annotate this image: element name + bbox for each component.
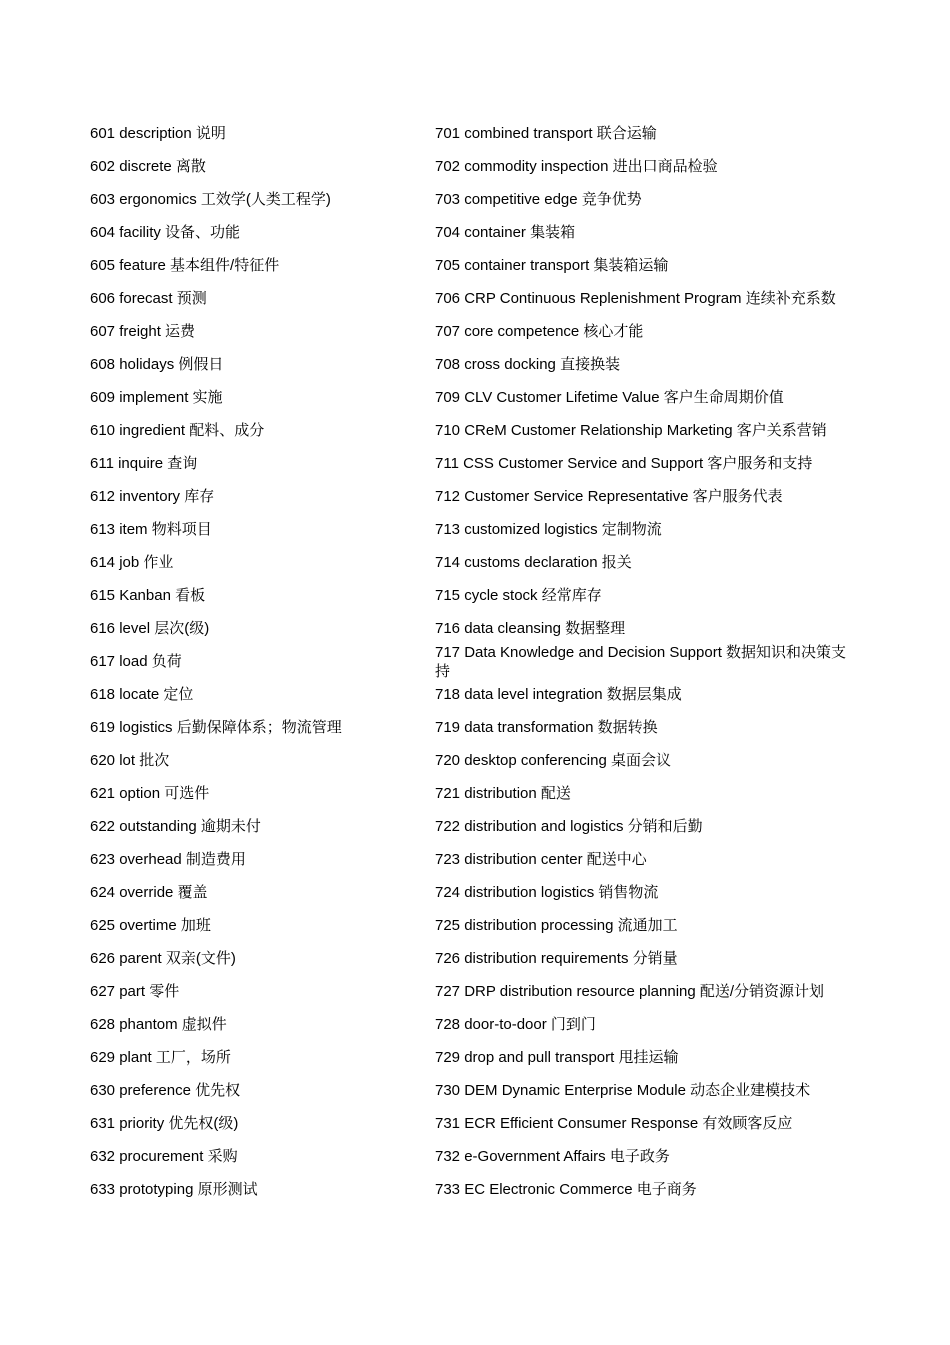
glossary-entry: 633 prototyping 原形测试 [90, 1181, 258, 1198]
glossary-entry: 618 locate 定位 [90, 686, 194, 703]
glossary-entry: 605 feature 基本组件/特征件 [90, 257, 280, 274]
glossary-entry: 725 distribution processing 流通加工 [435, 917, 678, 934]
glossary-entry: 613 item 物料项目 [90, 521, 212, 538]
glossary-entry: 719 data transformation 数据转换 [435, 719, 658, 736]
glossary-entry: 724 distribution logistics 销售物流 [435, 884, 659, 901]
glossary-entry: 617 load 负荷 [90, 653, 182, 670]
glossary-entry: 716 data cleansing 数据整理 [435, 620, 626, 637]
glossary-entry: 728 door-to-door 门到门 [435, 1016, 596, 1033]
glossary-entry: 729 drop and pull transport 甩挂运输 [435, 1049, 679, 1066]
glossary-entry: 713 customized logistics 定制物流 [435, 521, 662, 538]
glossary-entry: 608 holidays 例假日 [90, 356, 224, 373]
glossary-entry: 612 inventory 库存 [90, 488, 215, 505]
glossary-entry: 628 phantom 虚拟件 [90, 1016, 227, 1033]
glossary-entry: 607 freight 运费 [90, 323, 196, 340]
glossary-entry: 708 cross docking 直接换装 [435, 356, 621, 373]
glossary-entry: 732 e-Government Affairs 电子政务 [435, 1148, 670, 1165]
glossary-entry: 703 competitive edge 竞争优势 [435, 191, 642, 208]
glossary-entry: 709 CLV Customer Lifetime Value 客户生命周期价值 [435, 389, 784, 406]
glossary-right-column [435, 117, 853, 1206]
glossary-entry: 616 level 层次(级) [90, 620, 210, 637]
glossary-entry: 629 plant 工厂，场所 [90, 1049, 231, 1066]
glossary-left-column [90, 117, 410, 1206]
glossary-entry: 720 desktop conferencing 桌面会议 [435, 752, 671, 769]
glossary-entry: 722 distribution and logistics 分销和后勤 [435, 818, 703, 835]
glossary-entry: 627 part 零件 [90, 983, 180, 1000]
glossary-entry: 726 distribution requirements 分销量 [435, 950, 678, 967]
glossary-entry: 715 cycle stock 经常库存 [435, 587, 602, 604]
glossary-entry: 620 lot 批次 [90, 752, 170, 769]
glossary-entry: 733 EC Electronic Commerce 电子商务 [435, 1181, 697, 1198]
glossary-entry: 626 parent 双亲(文件) [90, 950, 236, 967]
glossary-entry: 701 combined transport 联合运输 [435, 125, 657, 142]
glossary-entry: 621 option 可选件 [90, 785, 210, 802]
glossary-entry: 604 facility 设备、功能 [90, 224, 241, 241]
glossary-entry: 727 DRP distribution resource planning 配送/分销资源计划 [435, 983, 825, 1000]
glossary-entry: 712 Customer Service Representative 客户服务代表 [435, 488, 783, 505]
glossary-entry: 721 distribution 配送 [435, 785, 571, 802]
glossary-entry: 705 container transport 集装箱运输 [435, 257, 669, 274]
glossary-entry: 615 Kanban 看板 [90, 587, 206, 604]
glossary-entry: 730 DEM Dynamic Enterprise Module 动态企业建模技术 [435, 1082, 811, 1099]
glossary-entry: 606 forecast 预测 [90, 290, 207, 307]
glossary-entry: 706 CRP Continuous Replenishment Program 连续补充系数 [435, 290, 836, 307]
glossary-entry: 625 overtime 加班 [90, 917, 211, 934]
glossary-entry: 717 Data Knowledge and Decision Support 数据知识和决策支持 [435, 643, 847, 680]
glossary-entry: 603 ergonomics 工效学(人类工程学) [90, 191, 331, 208]
glossary-entry: 632 procurement 采购 [90, 1148, 238, 1165]
glossary-entry: 609 implement 实施 [90, 389, 223, 406]
glossary-entry: 611 inquire 查询 [90, 455, 198, 472]
glossary-entry: 710 CReM Customer Relationship Marketing 客户关系营销 [435, 422, 827, 439]
glossary-entry: 711 CSS Customer Service and Support 客户服务和支持 [435, 455, 813, 472]
glossary-entry: 718 data level integration 数据层集成 [435, 686, 682, 703]
glossary-entry: 714 customs declaration 报关 [435, 554, 632, 571]
glossary-entry: 630 preference 优先权 [90, 1082, 241, 1099]
glossary-entry: 614 job 作业 [90, 554, 174, 571]
glossary-entry: 723 distribution center 配送中心 [435, 851, 647, 868]
glossary-entry: 602 discrete 离散 [90, 158, 206, 175]
glossary-entry: 631 priority 优先权(级) [90, 1115, 239, 1132]
glossary-entry: 707 core competence 核心才能 [435, 323, 644, 340]
glossary-entry: 601 description 说明 [90, 125, 226, 142]
glossary-entry: 731 ECR Efficient Consumer Response 有效顾客反应 [435, 1115, 793, 1132]
glossary-entry: 623 overhead 制造费用 [90, 851, 246, 868]
glossary-entry: 704 container 集装箱 [435, 224, 576, 241]
glossary-entry: 622 outstanding 逾期未付 [90, 818, 261, 835]
glossary-entry: 610 ingredient 配料、成分 [90, 422, 265, 439]
glossary-entry: 624 override 覆盖 [90, 884, 208, 901]
glossary-entry: 619 logistics 后勤保障体系；物流管理 [90, 719, 342, 736]
glossary-entry: 702 commodity inspection 进出口商品检验 [435, 158, 718, 175]
